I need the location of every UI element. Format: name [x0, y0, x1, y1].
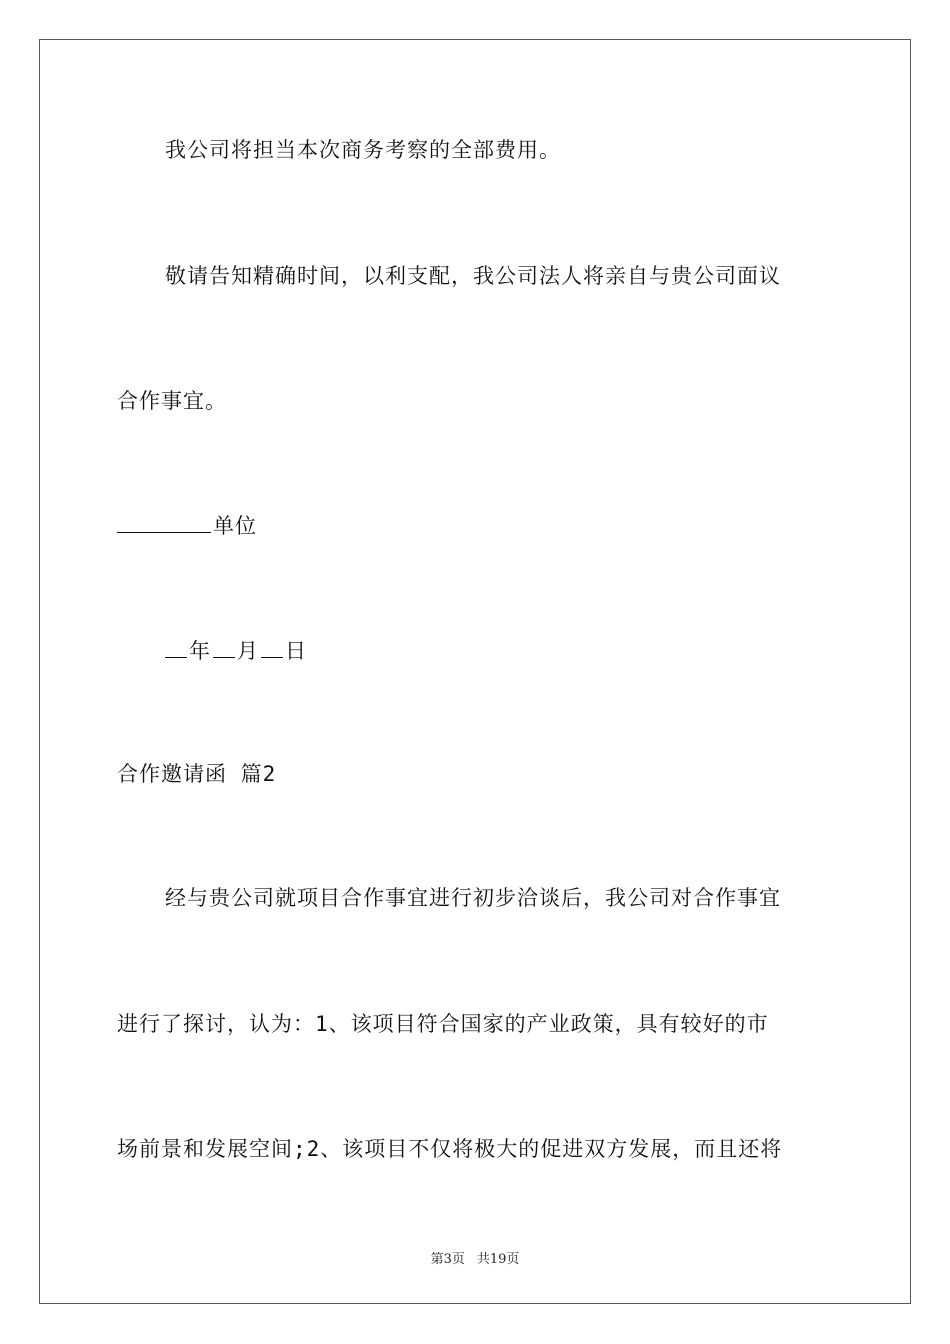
paragraph-line-cooperation: 合作事宜。	[117, 389, 227, 413]
paragraph-line-evaluation: 进行了探讨，认为：1、该项目符合国家的产业政策，具有较好的市	[117, 1012, 769, 1036]
date-line	[165, 635, 307, 665]
unit-label: 单位	[213, 514, 257, 538]
month-blank	[213, 635, 235, 658]
unit-blank	[117, 510, 211, 533]
paragraph-line-discussion: 经与贵公司就项目合作事宜进行初步洽谈后，我公司对合作事宜	[165, 886, 781, 910]
paragraph-line-expenses: 我公司将担当本次商务考察的全部费用。	[165, 138, 561, 162]
section-title: 合作邀请函 篇2	[117, 762, 277, 786]
signature-unit-line	[117, 510, 257, 540]
day-label: 日	[285, 639, 307, 663]
page-number: 第3页	[430, 1252, 465, 1267]
paragraph-line-prospects: 场前景和发展空间;2、该项目不仅将极大的促进双方发展，而且还将	[117, 1137, 783, 1161]
page-footer	[0, 1248, 950, 1267]
year-label: 年	[189, 639, 211, 663]
paragraph-line-notify: 敬请告知精确时间，以利支配，我公司法人将亲自与贵公司面议	[165, 264, 781, 288]
total-pages: 共19页	[476, 1252, 520, 1267]
year-blank	[165, 635, 187, 658]
day-blank	[261, 635, 283, 658]
page-frame	[39, 39, 911, 1304]
month-label: 月	[237, 639, 259, 663]
